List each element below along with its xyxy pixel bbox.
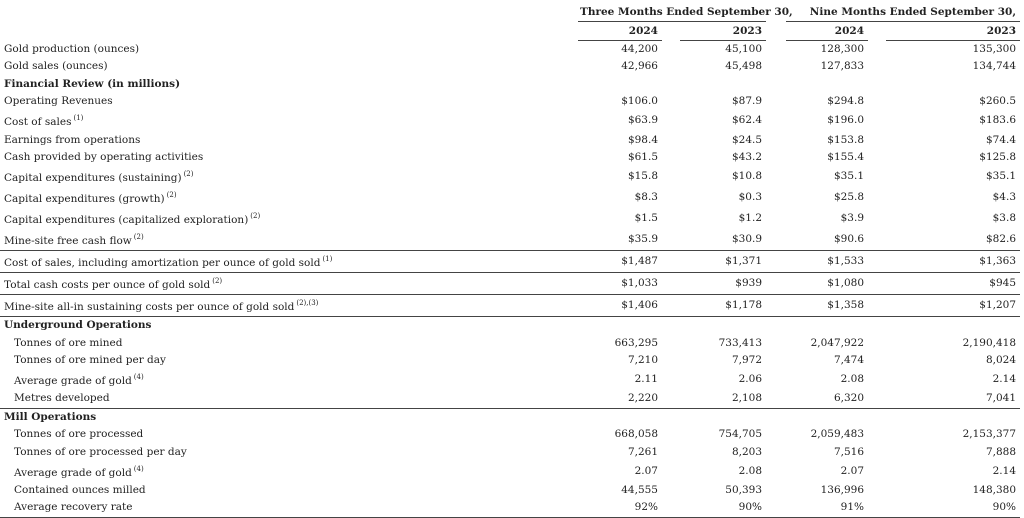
column-gap — [766, 58, 786, 75]
header-year: 2023 — [680, 22, 766, 40]
row-label: Operating Revenues — [4, 95, 113, 108]
table-row — [0, 110, 1020, 131]
value-cell: $10.8 — [731, 170, 763, 183]
section-heading: Financial Review (in millions) — [4, 77, 181, 90]
table-row — [0, 166, 1020, 187]
column-gap — [662, 273, 680, 295]
column-gap — [662, 461, 680, 482]
table-row — [0, 352, 1020, 369]
value-cell: 92% — [578, 499, 662, 517]
column-gap — [662, 166, 680, 187]
column-gap — [766, 499, 786, 517]
column-gap — [662, 443, 680, 460]
row-label-cell — [0, 335, 578, 352]
header-year: 2024 — [786, 22, 868, 40]
value-cell: 2.14 — [992, 464, 1017, 477]
row-label-cell — [0, 426, 578, 443]
table-row — [0, 187, 1020, 208]
column-gap — [766, 390, 786, 408]
footnote-ref: (2) — [183, 170, 194, 179]
value-cell: 6,320 — [786, 390, 868, 408]
value-cell: $35.9 — [627, 233, 658, 246]
column-gap — [766, 187, 786, 208]
value-cell: $1,533 — [786, 251, 868, 273]
value-cell: $61.5 — [627, 150, 658, 163]
row-label-cell — [0, 58, 578, 75]
value-cell: $125.8 — [979, 150, 1017, 163]
row-label-cell — [0, 273, 578, 295]
value-cell: 2,220 — [578, 390, 662, 408]
value-cell: 8,203 — [731, 445, 763, 458]
value-cell: 44,200 — [621, 42, 658, 55]
value-cell: 90% — [680, 499, 766, 517]
row-label: Cash provided by operating activities — [4, 150, 204, 163]
footnote-ref: (2),(3) — [296, 299, 319, 308]
footnote-ref: (2) — [133, 233, 144, 242]
column-gap — [868, 229, 886, 251]
value-cell: $196.0 — [827, 114, 865, 127]
column-gap — [662, 352, 680, 369]
column-gap — [868, 369, 886, 390]
column-gap — [868, 187, 886, 208]
value-cell: $1.2 — [738, 212, 763, 225]
row-label-cell — [0, 93, 578, 110]
section-heading-row — [0, 76, 1020, 93]
column-gap — [662, 251, 680, 273]
value-cell: $1,207 — [886, 295, 1020, 317]
value-cell: $25.8 — [833, 191, 865, 204]
table-row — [0, 93, 1020, 110]
value-cell: 2,059,483 — [810, 428, 865, 441]
header-year-row — [0, 22, 1020, 40]
column-gap — [766, 295, 786, 317]
row-label-cell — [0, 110, 578, 131]
section-heading-row — [0, 317, 1020, 335]
column-gap — [766, 40, 786, 58]
value-cell: 135,300 — [972, 42, 1017, 55]
column-gap — [868, 149, 886, 166]
value-cell: 2,047,922 — [810, 336, 865, 349]
value-cell: 2,108 — [680, 390, 766, 408]
column-gap — [766, 426, 786, 443]
row-label: Average grade of gold — [14, 466, 132, 479]
row-label-cell — [0, 352, 578, 369]
column-gap — [868, 273, 886, 295]
column-gap — [766, 229, 786, 251]
value-cell: 7,041 — [886, 390, 1020, 408]
row-label-cell — [0, 251, 578, 273]
column-gap — [662, 499, 680, 517]
table-row — [0, 229, 1020, 251]
row-label: Contained ounces milled — [14, 484, 146, 497]
column-gap — [868, 461, 886, 482]
row-label: Capital expenditures (growth) — [4, 193, 165, 206]
column-gap — [662, 390, 680, 408]
column-gap — [662, 131, 680, 148]
row-label: Earnings from operations — [4, 133, 141, 146]
value-cell: 127,833 — [820, 60, 865, 73]
column-gap — [662, 93, 680, 110]
value-cell: $3.8 — [992, 212, 1017, 225]
column-gap — [868, 390, 886, 408]
row-label-cell — [0, 149, 578, 166]
value-cell: 2.06 — [738, 373, 763, 386]
value-cell: 42,966 — [621, 60, 658, 73]
column-gap — [662, 369, 680, 390]
value-cell: 44,555 — [621, 484, 658, 497]
value-cell: $1,358 — [786, 295, 868, 317]
column-gap — [868, 352, 886, 369]
value-cell: 7,888 — [985, 445, 1017, 458]
value-cell: 2.11 — [634, 373, 658, 386]
table-row — [0, 149, 1020, 166]
column-gap — [766, 352, 786, 369]
column-gap — [662, 187, 680, 208]
table-row — [0, 273, 1020, 295]
row-label-cell — [0, 40, 578, 58]
value-cell: 136,996 — [820, 484, 865, 497]
column-gap — [868, 443, 886, 460]
table-row — [0, 40, 1020, 58]
value-cell: $155.4 — [827, 150, 865, 163]
value-cell: 128,300 — [820, 42, 865, 55]
row-label-cell — [0, 131, 578, 148]
value-cell: $63.9 — [627, 114, 658, 127]
column-gap — [662, 208, 680, 229]
footnote-ref: (1) — [322, 255, 333, 264]
value-cell: $8.3 — [634, 191, 658, 204]
value-cell: $1.5 — [634, 212, 658, 225]
column-gap — [766, 443, 786, 460]
row-label-cell — [0, 229, 578, 251]
footnote-ref: (2) — [212, 277, 223, 286]
column-gap — [868, 335, 886, 352]
row-label: Tonnes of ore mined per day — [14, 354, 166, 367]
value-cell: 2.14 — [992, 373, 1017, 386]
value-cell: $1,371 — [680, 251, 766, 273]
value-cell: $260.5 — [979, 95, 1017, 108]
value-cell: 7,474 — [833, 354, 865, 367]
value-cell: $3.9 — [840, 212, 865, 225]
column-gap — [766, 131, 786, 148]
value-cell: $106.0 — [621, 95, 658, 108]
column-gap — [868, 426, 886, 443]
value-cell: $98.4 — [627, 133, 658, 146]
value-cell: $35.1 — [833, 170, 865, 183]
value-cell: 134,744 — [972, 60, 1017, 73]
value-cell: 148,380 — [972, 484, 1017, 497]
value-cell: 91% — [786, 499, 868, 517]
table-row — [0, 369, 1020, 390]
value-cell: $945 — [886, 273, 1020, 295]
row-label: Average recovery rate — [14, 501, 133, 514]
column-gap — [868, 131, 886, 148]
footnote-ref: (4) — [133, 373, 144, 382]
value-cell: $153.8 — [827, 133, 865, 146]
value-cell: 50,393 — [725, 484, 763, 497]
row-label-cell — [0, 482, 578, 499]
row-label: Tonnes of ore processed — [14, 428, 144, 441]
operating-results-table — [0, 4, 1020, 518]
value-cell: 2,190,418 — [962, 336, 1017, 349]
column-gap — [868, 482, 886, 499]
column-gap — [868, 166, 886, 187]
value-cell: $1,406 — [578, 295, 662, 317]
row-label: Average grade of gold — [14, 375, 132, 388]
table-row — [0, 295, 1020, 317]
value-cell: 7,972 — [731, 354, 763, 367]
row-label-cell — [0, 187, 578, 208]
value-cell: $62.4 — [731, 114, 763, 127]
table-row — [0, 58, 1020, 75]
column-gap — [766, 461, 786, 482]
row-label-cell — [0, 461, 578, 482]
value-cell: $43.2 — [731, 150, 763, 163]
column-gap — [766, 273, 786, 295]
column-gap — [868, 110, 886, 131]
section-heading: Underground Operations — [4, 319, 152, 332]
column-gap — [868, 93, 886, 110]
value-cell: 668,058 — [614, 428, 658, 441]
row-label-cell — [0, 390, 578, 408]
column-gap — [662, 229, 680, 251]
header-year: 2023 — [886, 22, 1020, 40]
footnote-ref: (4) — [133, 464, 144, 473]
header-three-months: Three Months Ended September 30, — [578, 4, 766, 22]
section-heading: Mill Operations — [4, 410, 97, 423]
column-gap — [766, 110, 786, 131]
table-row — [0, 499, 1020, 517]
row-label: Capital expenditures (sustaining) — [4, 172, 182, 185]
value-cell: 663,295 — [614, 336, 658, 349]
value-cell: $1,080 — [786, 273, 868, 295]
row-label-cell — [0, 166, 578, 187]
value-cell: 7,516 — [833, 445, 865, 458]
column-gap — [662, 482, 680, 499]
value-cell: 90% — [886, 499, 1020, 517]
value-cell: $90.6 — [833, 233, 865, 246]
column-gap — [766, 208, 786, 229]
footnote-ref: (1) — [73, 114, 84, 123]
value-cell: 7,210 — [627, 354, 658, 367]
value-cell: $82.6 — [985, 233, 1017, 246]
row-label: Tonnes of ore mined — [14, 336, 123, 349]
footnote-ref: (2) — [166, 191, 177, 200]
row-label-cell — [0, 443, 578, 460]
column-gap — [766, 482, 786, 499]
value-cell: $30.9 — [731, 233, 763, 246]
row-label: Total cash costs per ounce of gold sold — [4, 279, 211, 292]
value-cell: 7,261 — [627, 445, 658, 458]
table-row — [0, 426, 1020, 443]
column-gap — [766, 166, 786, 187]
column-gap — [868, 499, 886, 517]
column-gap — [766, 149, 786, 166]
row-label-cell — [0, 295, 578, 317]
table-row — [0, 443, 1020, 460]
value-cell: $74.4 — [985, 133, 1017, 146]
value-cell: 2,153,377 — [962, 428, 1017, 441]
table-row — [0, 335, 1020, 352]
value-cell: $183.6 — [979, 114, 1017, 127]
value-cell: $939 — [680, 273, 766, 295]
value-cell: 8,024 — [985, 354, 1017, 367]
value-cell: $1,363 — [886, 251, 1020, 273]
header-group-row — [0, 4, 1020, 22]
value-cell: $1,487 — [578, 251, 662, 273]
column-gap — [662, 110, 680, 131]
column-gap — [868, 58, 886, 75]
value-cell: $294.8 — [827, 95, 865, 108]
value-cell: 45,498 — [725, 60, 763, 73]
table-row — [0, 208, 1020, 229]
column-gap — [662, 58, 680, 75]
value-cell: 2.08 — [738, 464, 763, 477]
row-label: Capital expenditures (capitalized exploration) — [4, 214, 249, 227]
column-gap — [662, 149, 680, 166]
table-row — [0, 251, 1020, 273]
table-row — [0, 390, 1020, 408]
value-cell: 2.08 — [840, 373, 865, 386]
row-label: Mine-site all-in sustaining costs per ounce of gold sold — [4, 301, 295, 314]
column-gap — [868, 295, 886, 317]
column-gap — [766, 251, 786, 273]
value-cell: $0.3 — [738, 191, 763, 204]
footnote-ref: (2) — [250, 212, 261, 221]
column-gap — [868, 251, 886, 273]
column-gap — [662, 295, 680, 317]
table-row — [0, 131, 1020, 148]
value-cell: $24.5 — [731, 133, 763, 146]
header-year: 2024 — [578, 22, 662, 40]
column-gap — [766, 335, 786, 352]
value-cell: 45,100 — [725, 42, 763, 55]
row-label: Tonnes of ore processed per day — [14, 445, 187, 458]
column-gap — [766, 369, 786, 390]
column-gap — [662, 40, 680, 58]
value-cell: $35.1 — [985, 170, 1017, 183]
row-label-cell — [0, 369, 578, 390]
row-label: Cost of sales — [4, 116, 72, 129]
value-cell: 733,413 — [718, 336, 763, 349]
column-gap — [766, 93, 786, 110]
row-label: Cost of sales, including amortization per ounce of gold sold — [4, 257, 321, 270]
row-label-cell — [0, 208, 578, 229]
value-cell: $15.8 — [627, 170, 658, 183]
row-label: Gold production (ounces) — [4, 42, 140, 55]
row-label: Gold sales (ounces) — [4, 60, 108, 73]
table-row — [0, 482, 1020, 499]
column-gap — [662, 426, 680, 443]
value-cell: $4.3 — [992, 191, 1017, 204]
column-gap — [662, 335, 680, 352]
value-cell: 2.07 — [840, 464, 865, 477]
header-nine-months: Nine Months Ended September 30, — [786, 4, 1020, 22]
value-cell: $87.9 — [731, 95, 763, 108]
value-cell: 754,705 — [718, 428, 763, 441]
value-cell: 2.07 — [634, 464, 658, 477]
row-label-cell — [0, 499, 578, 517]
value-cell: $1,033 — [578, 273, 662, 295]
column-gap — [868, 208, 886, 229]
column-gap — [868, 40, 886, 58]
table-row — [0, 461, 1020, 482]
value-cell: $1,178 — [680, 295, 766, 317]
section-heading-row — [0, 408, 1020, 426]
row-label: Mine-site free cash flow — [4, 235, 132, 248]
row-label: Metres developed — [14, 392, 110, 405]
